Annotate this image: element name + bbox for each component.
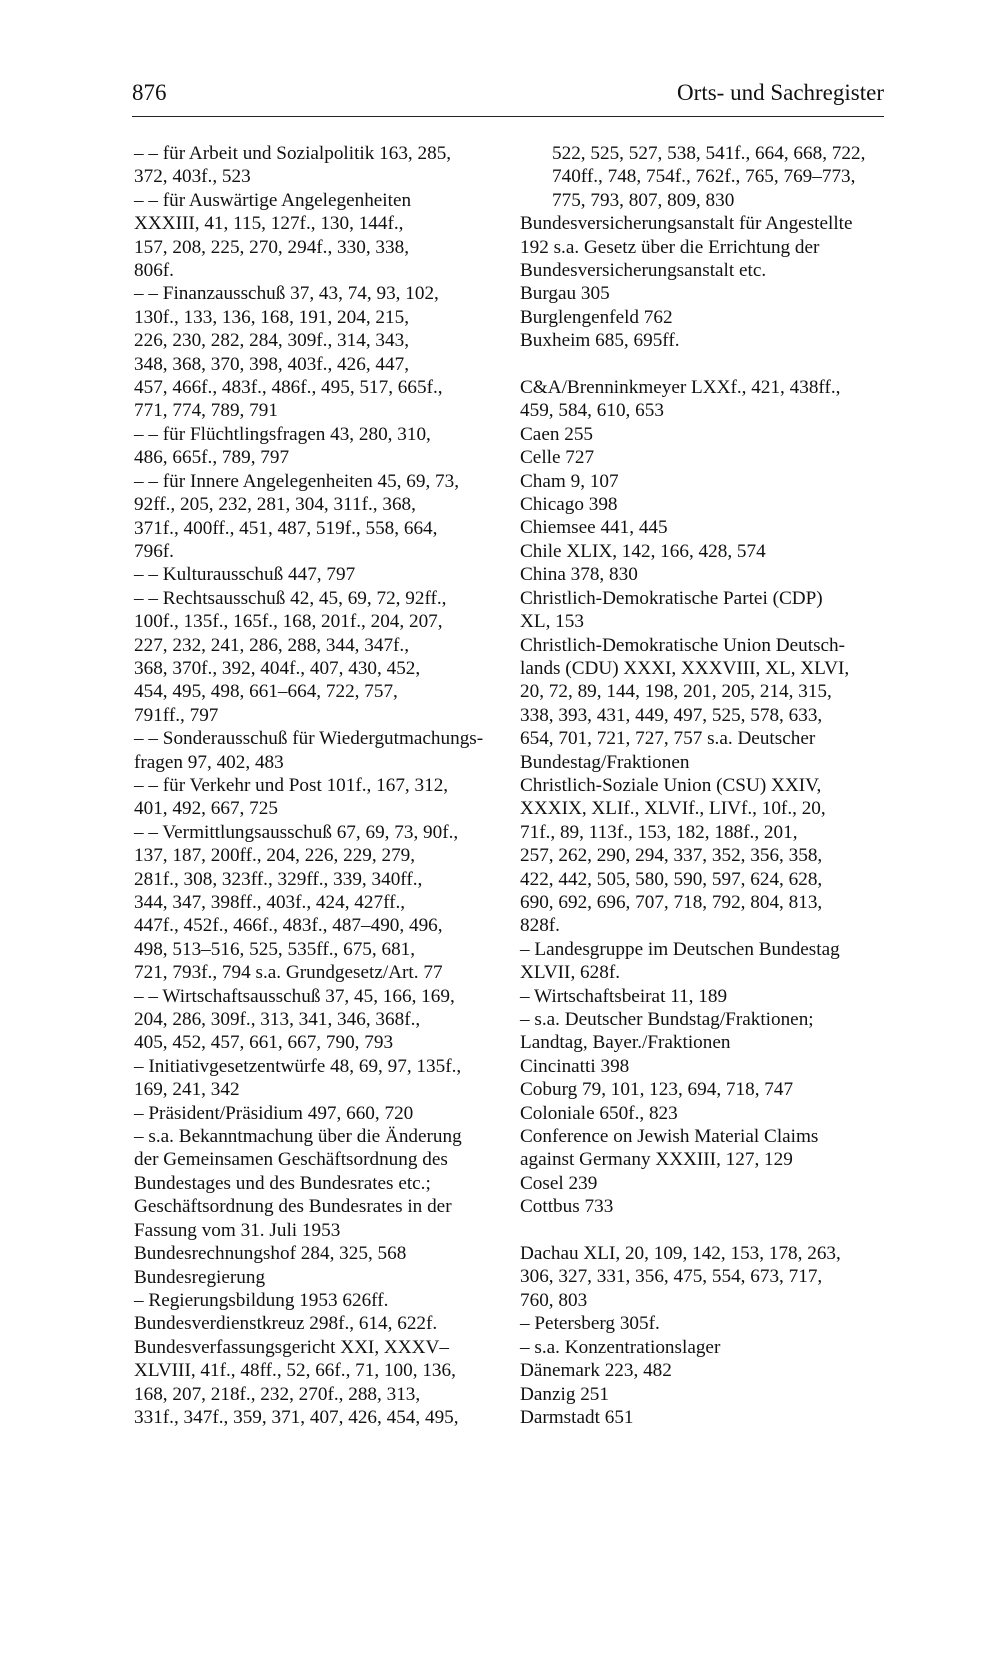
index-entry-line: Dachau XLI, 20, 109, 142, 153, 178, 263, [520, 1243, 841, 1265]
index-entry-line: 690, 692, 696, 707, 718, 792, 804, 813, [520, 891, 823, 913]
index-entry [520, 516, 892, 539]
index-entry-line: Cosel 239 [520, 1172, 598, 1194]
index-entry-line: 130f., 133, 136, 168, 191, 204, 215, [134, 306, 410, 328]
index-letter-gap [520, 353, 892, 376]
index-column-left [134, 142, 494, 1429]
index-entry-line: – Präsident/Präsidium 497, 660, 720 [134, 1102, 414, 1124]
index-entry-line: 168, 207, 218f., 232, 270f., 288, 313, [134, 1383, 421, 1405]
index-entry-line: – Regierungsbildung 1953 626ff. [134, 1289, 389, 1311]
index-entry [520, 212, 892, 282]
index-entry-line: 226, 230, 282, 284, 309f., 314, 343, [134, 330, 410, 352]
index-entry-line: – – Wirtschaftsausschuß 37, 45, 166, 169, [134, 985, 455, 1007]
index-entry [134, 282, 494, 422]
index-entry-line: 796f. [134, 540, 174, 562]
index-entry-line: Dänemark 223, 482 [520, 1360, 672, 1382]
index-entry-line: – – für Innere Angelegenheiten 45, 69, 73, [134, 470, 460, 492]
index-entry [134, 142, 494, 189]
index-entry [520, 446, 892, 469]
page-header [132, 80, 884, 117]
index-entry [520, 1383, 892, 1406]
index-entry-line: – s.a. Bekanntmachung über die Änderung [134, 1126, 462, 1148]
index-entry-line: Chile XLIX, 142, 166, 428, 574 [520, 540, 766, 562]
index-entry-line: Coburg 79, 101, 123, 694, 718, 747 [520, 1079, 794, 1101]
index-entry [134, 563, 494, 586]
index-entry [134, 1102, 494, 1125]
index-entry [134, 470, 494, 564]
index-entry [520, 774, 892, 938]
index-entry [520, 985, 892, 1008]
index-entry-line: – s.a. Konzentrationslager [520, 1336, 721, 1358]
index-entry [520, 423, 892, 446]
index-entry-line: 257, 262, 290, 294, 337, 352, 356, 358, [520, 845, 823, 867]
index-entry [134, 727, 494, 774]
index-entry-line: lands (CDU) XXXI, XXXVIII, XL, XLVI, [520, 657, 850, 679]
index-entry-line: 405, 452, 457, 661, 667, 790, 793 [134, 1032, 394, 1054]
index-entry-line: 192 s.a. Gesetz über die Errichtung der [520, 236, 820, 258]
index-entry-line: Cincinatti 398 [520, 1055, 630, 1077]
index-entry-line: – – für Flüchtlingsfragen 43, 280, 310, [134, 423, 431, 445]
index-entry [520, 376, 892, 423]
index-entry-line: Chiemsee 441, 445 [520, 517, 668, 539]
index-entry [520, 1406, 892, 1429]
index-entry-line: 447f., 452f., 466f., 483f., 487–490, 496, [134, 915, 443, 937]
index-entry [520, 540, 892, 563]
index-entry-line: Bundestag/Fraktionen [520, 751, 690, 773]
index-entry [520, 634, 892, 774]
index-entry [134, 1125, 494, 1242]
index-entry-line: – – Vermittlungsausschuß 67, 69, 73, 90f., [134, 821, 459, 843]
index-entry-line: Bundesversicherungsanstalt für Angestellte [520, 213, 853, 235]
index-entry-line: 740ff., 748, 754f., 762f., 765, 769–773, [552, 166, 856, 188]
index-entry-line: 306, 327, 331, 356, 475, 554, 673, 717, [520, 1266, 823, 1288]
index-entry-line: 522, 525, 527, 538, 541f., 664, 668, 722, [552, 143, 866, 164]
index-entry-line: 371f., 400ff., 451, 487, 519f., 558, 664, [134, 517, 438, 539]
index-entry-line: 771, 774, 789, 791 [134, 400, 278, 422]
index-entry-line: 20, 72, 89, 144, 198, 201, 205, 214, 315, [520, 681, 832, 703]
index-entry-line: 372, 403f., 523 [134, 166, 251, 188]
index-entry-line: 338, 393, 431, 449, 497, 525, 578, 633, [520, 704, 823, 726]
index-entry [520, 938, 892, 985]
index-entry-line: 100f., 135f., 165f., 168, 201f., 204, 207, [134, 611, 443, 633]
page-number: 876 [132, 80, 167, 105]
index-entry-line: – Wirtschaftsbeirat 11, 189 [520, 985, 728, 1007]
index-entry-line: Darmstadt 651 [520, 1406, 634, 1428]
index-entry-line: Conference on Jewish Material Claims [520, 1126, 819, 1148]
index-entry-line: Bundesrechnungshof 284, 325, 568 [134, 1243, 407, 1265]
index-entry [520, 329, 892, 352]
index-entry-line: 422, 442, 505, 580, 590, 597, 624, 628, [520, 868, 823, 890]
index-entry [520, 1242, 892, 1312]
index-entry-line: – – für Arbeit und Sozialpolitik 163, 285, [134, 143, 452, 164]
index-entry-line: 806f. [134, 260, 174, 282]
index-entry-line: 454, 495, 498, 661–664, 722, 757, [134, 681, 398, 703]
index-entry-line: Coloniale 650f., 823 [520, 1102, 678, 1124]
index-entry-line: Landtag, Bayer./Fraktionen [520, 1032, 731, 1054]
index-entry-line: – – Rechtsausschuß 42, 45, 69, 72, 92ff., [134, 587, 447, 609]
index-entry-line: Cottbus 733 [520, 1196, 614, 1218]
index-entry [520, 306, 892, 329]
index-letter-gap [520, 1219, 892, 1242]
index-entry-line: 760, 803 [520, 1289, 588, 1311]
index-entry-line: Buxheim 685, 695ff. [520, 330, 680, 352]
index-entry-line: Bundestages und des Bundesrates etc.; [134, 1172, 431, 1194]
index-entry-line: 721, 793f., 794 s.a. Grundgesetz/Art. 77 [134, 962, 443, 984]
index-entry [134, 1336, 494, 1430]
index-entry [520, 1359, 892, 1382]
index-entry-line: 348, 368, 370, 398, 403f., 426, 447, [134, 353, 410, 375]
index-column-right [520, 142, 892, 1429]
index-entry-line: Bundesverdienstkreuz 298f., 614, 622f. [134, 1313, 438, 1335]
index-entry [134, 1266, 494, 1289]
index-entry-line: 459, 584, 610, 653 [520, 400, 664, 422]
index-entry-line: 401, 492, 667, 725 [134, 798, 278, 820]
index-entry-line: Burglengenfeld 762 [520, 306, 673, 328]
index-entry-line: Christlich-Demokratische Partei (CDP) [520, 587, 823, 609]
index-entry [520, 1055, 892, 1078]
index-entry [520, 1102, 892, 1125]
index-entry-line: – – Kulturausschuß 447, 797 [134, 564, 356, 586]
index-entry [134, 1312, 494, 1335]
index-entry-line: C&A/Brenninkmeyer LXXf., 421, 438ff., [520, 377, 841, 399]
running-title: Orts- und Sachregister [677, 80, 884, 105]
index-entry [520, 493, 892, 516]
index-entry [520, 470, 892, 493]
index-entry [520, 282, 892, 305]
index-entry [520, 1078, 892, 1101]
index-entry-line: Caen 255 [520, 423, 594, 445]
index-entry [520, 1172, 892, 1195]
index-entry-line: – – Finanzausschuß 37, 43, 74, 93, 102, [134, 283, 439, 305]
index-entry-line: Bundesregierung [134, 1266, 266, 1288]
index-entry-line: Christlich-Demokratische Union Deutsch- [520, 634, 846, 656]
index-entry [520, 587, 892, 634]
index-entry [134, 423, 494, 470]
index-entry-line: 498, 513–516, 525, 535ff., 675, 681, [134, 938, 416, 960]
index-entry-line: 368, 370f., 392, 404f., 407, 430, 452, [134, 657, 421, 679]
index-entry-line: – Initiativgesetzentwürfe 48, 69, 97, 135f., [134, 1055, 462, 1077]
index-entry-line: 828f. [520, 915, 560, 937]
index-entry [520, 1195, 892, 1218]
index-entry-line: 791ff., 797 [134, 704, 219, 726]
index-entry [520, 1312, 892, 1335]
index-entry-line: 331f., 347f., 359, 371, 407, 426, 454, 495, [134, 1406, 459, 1428]
index-entry-line: XXXIII, 41, 115, 127f., 130, 144f., [134, 213, 404, 235]
index-entry-line: Bundesversicherungsanstalt etc. [520, 260, 767, 282]
index-entry [520, 1336, 892, 1359]
index-entry [134, 1289, 494, 1312]
index-entry [520, 142, 892, 212]
index-entry-line: XL, 153 [520, 611, 584, 633]
index-entry-line: China 378, 830 [520, 564, 638, 586]
index-entry [134, 1242, 494, 1265]
index-entry [520, 1125, 892, 1172]
index-entry-line: Celle 727 [520, 447, 595, 469]
index-entry [134, 985, 494, 1055]
index-entry-line: – – für Auswärtige Angelegenheiten [134, 189, 412, 211]
index-entry-line: 486, 665f., 789, 797 [134, 447, 290, 469]
index-entry-line: 204, 286, 309f., 313, 341, 346, 368f., [134, 1009, 421, 1031]
index-entry-line: – – für Verkehr und Post 101f., 167, 312, [134, 774, 449, 796]
index-entry-line: 137, 187, 200ff., 204, 226, 229, 279, [134, 845, 416, 867]
index-entry-line: 654, 701, 721, 727, 757 s.a. Deutscher [520, 728, 816, 750]
index-entry-line: Christlich-Soziale Union (CSU) XXIV, [520, 774, 822, 796]
index-entry-line: XXXIX, XLIf., XLVIf., LIVf., 10f., 20, [520, 798, 826, 820]
index-entry-line: 344, 347, 398ff., 403f., 424, 427ff., [134, 892, 406, 913]
index-entry-line: 169, 241, 342 [134, 1079, 240, 1101]
index-entry-line: 227, 232, 241, 286, 288, 344, 347f., [134, 634, 410, 656]
index-entry-line: XLVII, 628f. [520, 962, 621, 984]
index-entry-line: Chicago 398 [520, 494, 618, 516]
index-entry-line: Bundesverfassungsgericht XXI, XXXV– [134, 1336, 449, 1358]
index-entry-line: fragen 97, 402, 483 [134, 751, 284, 773]
index-entry-line: – Petersberg 305f. [520, 1313, 660, 1335]
index-entry-line: – – Sonderausschuß für Wiedergutmachungs- [134, 728, 484, 750]
index-entry-line: 71f., 89, 113f., 153, 182, 188f., 201, [520, 821, 798, 843]
index-entry-line: 775, 793, 807, 809, 830 [552, 189, 735, 211]
index-entry-line: 92ff., 205, 232, 281, 304, 311f., 368, [134, 494, 416, 516]
index-entry [134, 821, 494, 985]
index-entry-line: Danzig 251 [520, 1383, 609, 1405]
index-entry [134, 189, 494, 283]
index-entry-line: 157, 208, 225, 270, 294f., 330, 338, [134, 236, 410, 258]
index-entry-line: – s.a. Deutscher Bundstag/Fraktionen; [520, 1009, 814, 1031]
index-entry [520, 563, 892, 586]
index-entry-line: 457, 466f., 483f., 486f., 495, 517, 665f., [134, 377, 443, 399]
index-entry-line: 281f., 308, 323ff., 329ff., 339, 340ff., [134, 868, 423, 890]
index-entry [520, 1008, 892, 1055]
index-entry-line: Burgau 305 [520, 283, 610, 305]
index-entry-line: XLVIII, 41f., 48ff., 52, 66f., 71, 100, 136, [134, 1360, 456, 1382]
index-entry [134, 587, 494, 727]
index-entry-line: Fassung vom 31. Juli 1953 [134, 1219, 341, 1241]
index-entry-line: Geschäftsordnung des Bundesrates in der [134, 1196, 452, 1218]
index-entry-line: Cham 9, 107 [520, 470, 619, 492]
index-entry [134, 774, 494, 821]
index-entry [134, 1055, 494, 1102]
index-entry-line: against Germany XXXIII, 127, 129 [520, 1149, 793, 1171]
index-entry-line: – Landesgruppe im Deutschen Bundestag [520, 938, 840, 960]
index-entry-line: der Gemeinsamen Geschäftsordnung des [134, 1149, 448, 1171]
